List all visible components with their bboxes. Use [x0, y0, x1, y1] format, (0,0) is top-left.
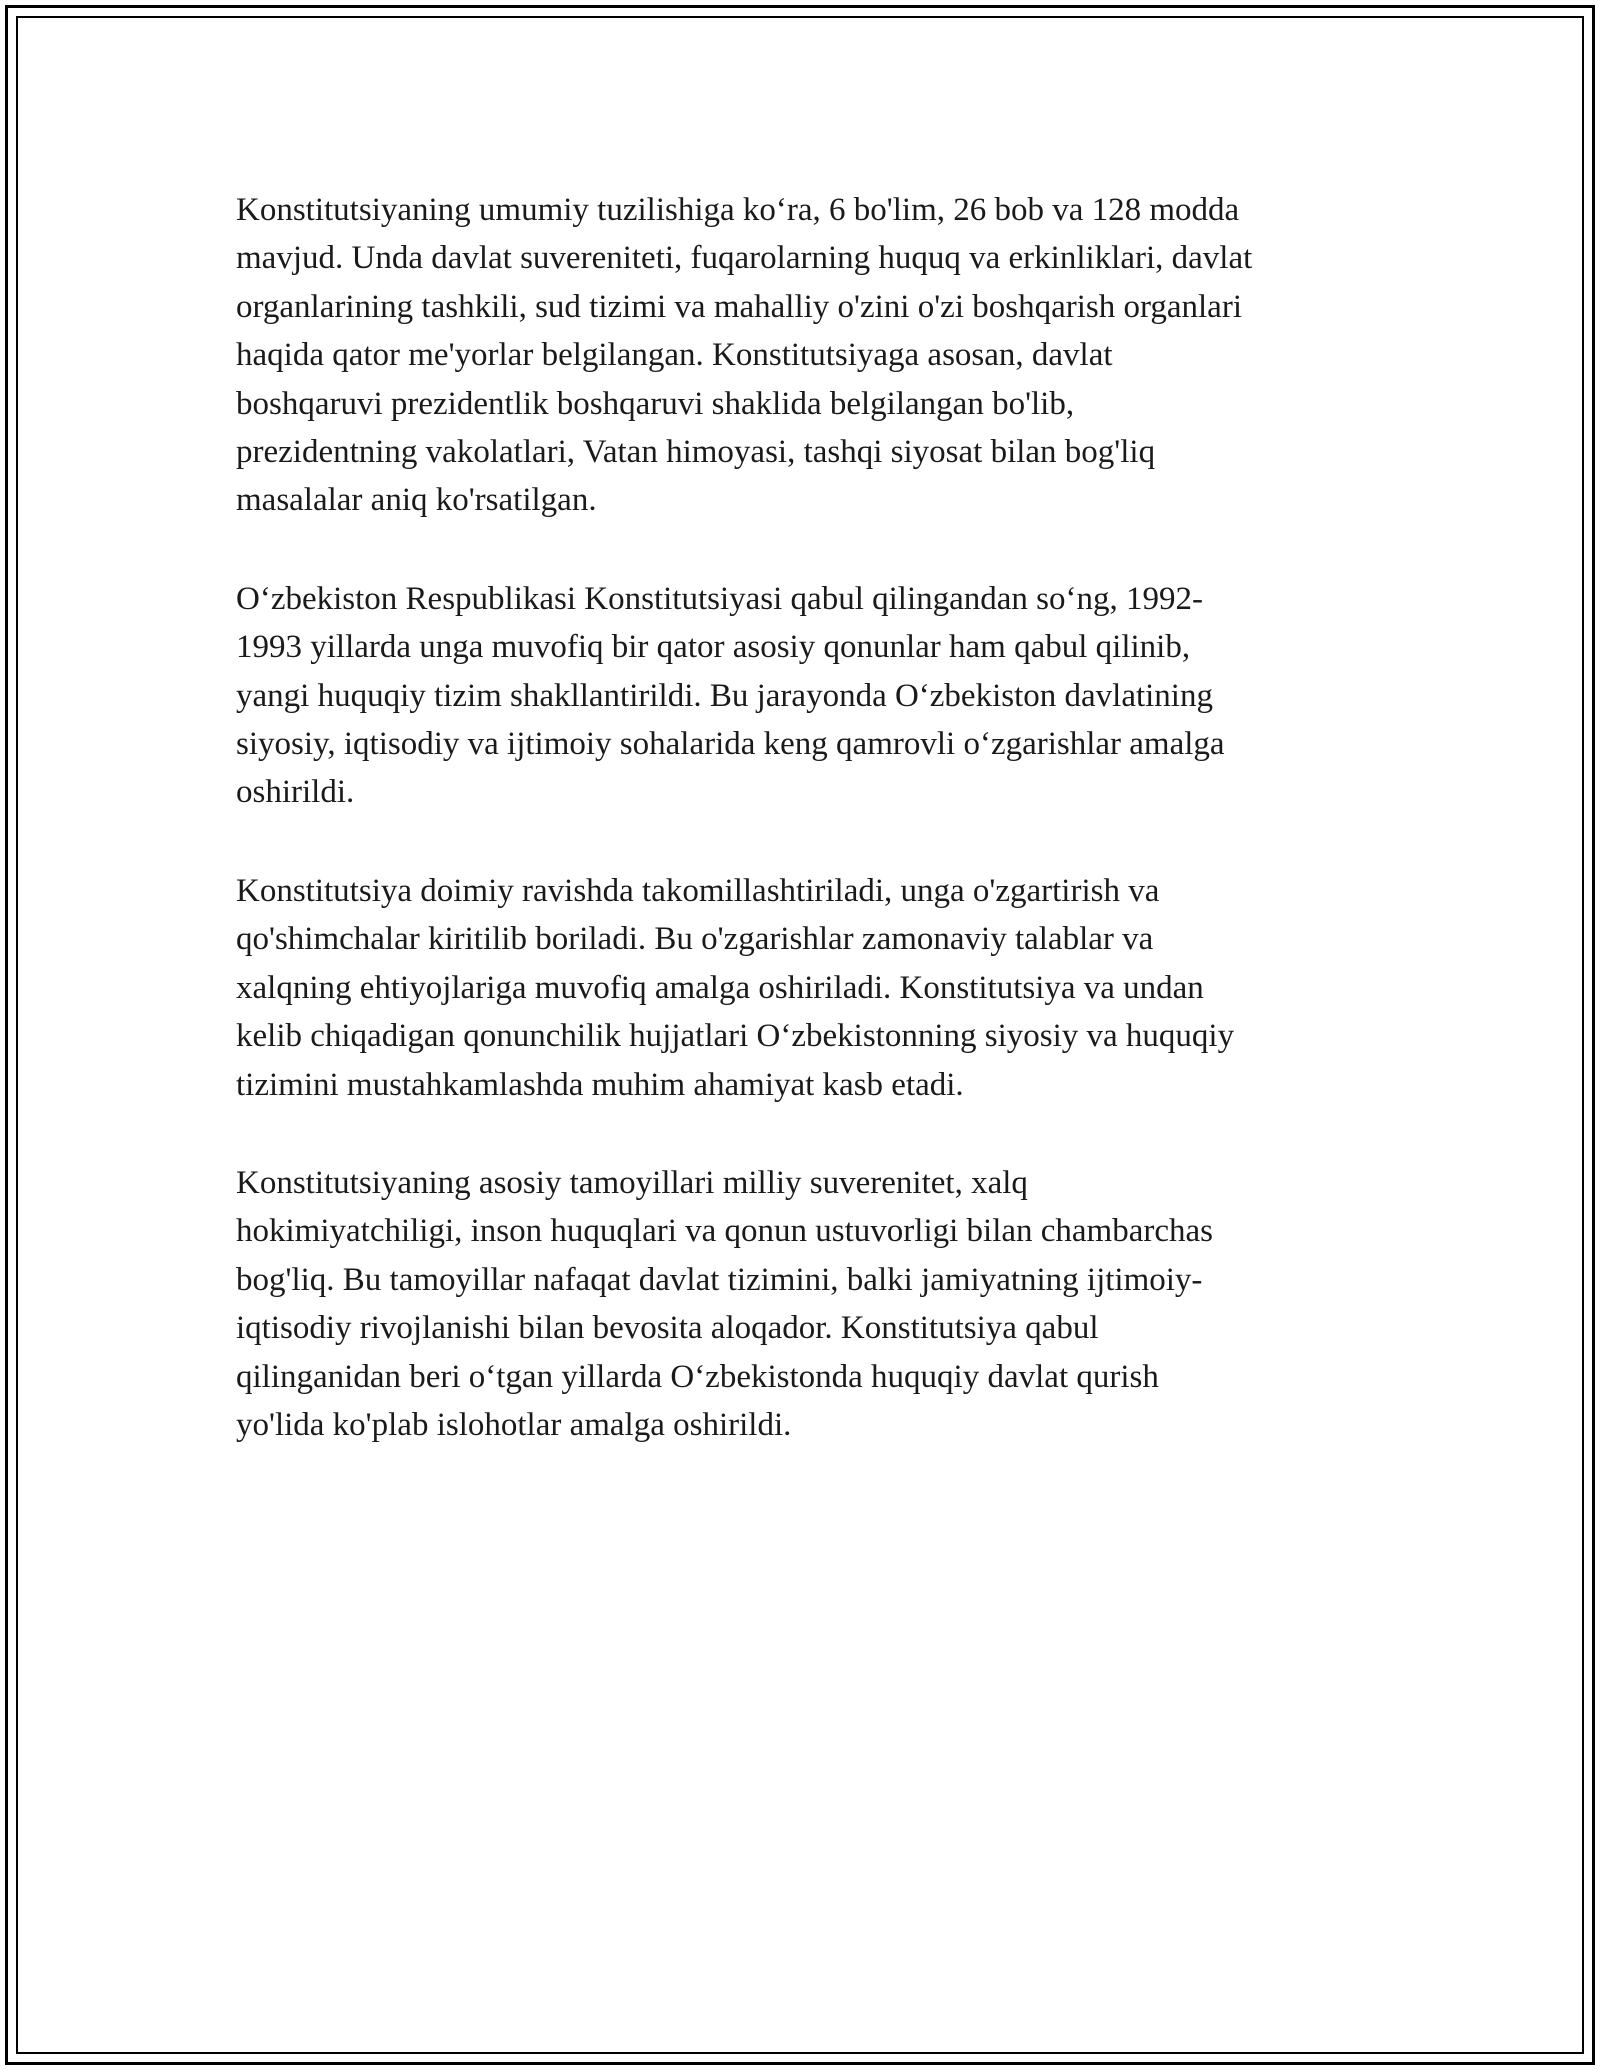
paragraph-principles: Konstitutsiyaning asosiy tamoyillari milliy suverenitet, xalq hokimiyatchiligi, inson huquqlari va qonun ustuvorligi bilan chambarchas bog'liq. Bu tamoyillar nafaqat davlat tizimini, balki jamiyatning ijtimoiy- iqtisodiy rivojlanishi bilan bevosita aloqador. Konstitutsiya qabul qilinganidan beri o‘tgan yillarda O‘zbekistonda huquqiy davlat qurish yo'lida ko'plab islohotlar amalga oshirildi.	[236, 1164, 1213, 1443]
paragraph-adoption: O‘zbekiston Respublikasi Konstitutsiyasi qabul qilingandan so‘ng, 1992- 1993 yillarda unga muvofiq bir qator asosiy qonunlar ham qabul qilinib, yangi huquqiy tizim shakllantirildi. Bu jarayonda O‘zbekiston davlatining siyosiy, iqtisodiy va ijtimoiy sohalarida keng qamrovli o‘zgarishlar amalga oshirildi.	[236, 580, 1225, 811]
paragraph-amendments: Konstitutsiya doimiy ravishda takomillashtiriladi, unga o'zgartirish va qo'shimchalar kiritilib boriladi. Bu o'zgarishlar zamonaviy talablar va xalqning ehtiyojlariga muvofiq amalga oshiriladi. Konstitutsiya va undan kelib chiqadigan qonunchilik hujjatlari O‘zbekistonning siyosiy va huquqiy tizimini mustahkamlashda muhim ahamiyat kasb etadi.	[236, 872, 1235, 1103]
document-body	[236, 186, 1376, 1499]
paragraph-structure: Konstitutsiyaning umumiy tuzilishiga ko‘ra, 6 bo'lim, 26 bob va 128 modda mavjud. Unda davlat suvereniteti, fuqarolarning huquq va erkinliklari, davlat organlarining tashkili, sud tizimi va mahalliy o'zini o'zi boshqarish organlari haqida qator me'yorlar belgilangan. Konstitutsiyaga asosan, davlat boshqaruvi prezidentlik boshqaruvi shaklida belgilangan bo'lib, prezidentning vakolatlari, Vatan himoyasi, tashqi siyosat bilan bog'liq masalalar aniq ko'rsatilgan.	[236, 192, 1253, 519]
